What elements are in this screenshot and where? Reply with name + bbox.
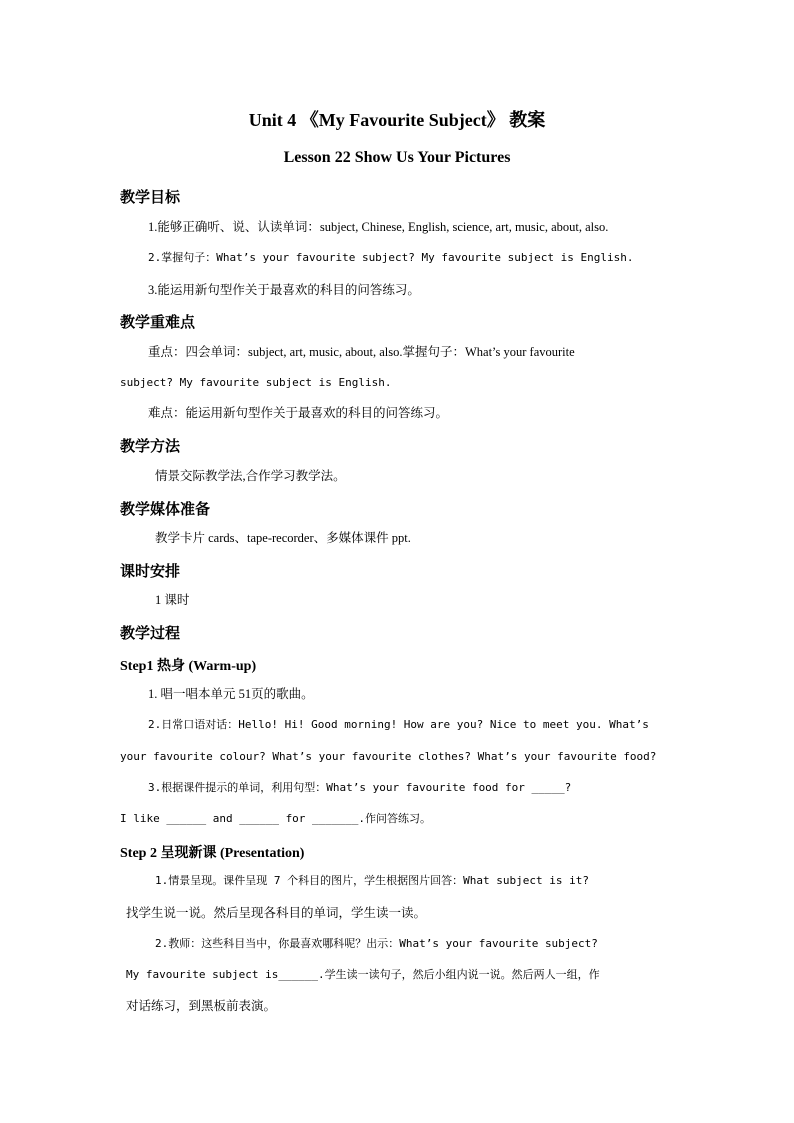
difficult-point: 难点：能运用新句型作关于最喜欢的科目的问答练习。	[148, 406, 449, 420]
step1-title: Step1 热身 (Warm-up)	[120, 659, 257, 674]
heading-media-preparation: 教学媒体准备	[120, 500, 211, 518]
step1-item-1: 1. 唱一唱本单元 51页的歌曲。	[148, 687, 314, 701]
step2-item-2-line-1: 2.教师：这些科目当中，你最喜欢哪科呢？出示：What’s your favourite subject?	[155, 937, 598, 950]
heading-teaching-goals: 教学目标	[120, 188, 181, 206]
heading-teaching-methods: 教学方法	[120, 437, 181, 455]
key-points-line-1: 重点：四会单词：subject, art, music, about, also.掌握句子：What’s your favourite	[148, 345, 575, 359]
lesson-subtitle: Lesson 22 Show Us Your Pictures	[283, 149, 511, 166]
teaching-methods-text: 情景交际教学法,合作学习教学法。	[155, 469, 346, 483]
class-schedule-text: 1 课时	[155, 593, 190, 607]
step2-item-1-line-2: 找学生说一说。然后呈现各科目的单词，学生读一读。	[126, 906, 427, 920]
step2-title: Step 2 呈现新课 (Presentation)	[120, 846, 305, 861]
goal-item-1: 1.能够正确听、说、认读单词：subject, Chinese, English, science, art, music, about, also.	[148, 220, 609, 234]
step1-item-2-line-1: 2.日常口语对话：Hello! Hi! Good morning! How are you? Nice to meet you. What’s	[148, 718, 649, 731]
media-preparation-text: 教学卡片 cards、tape-recorder、多媒体课件 ppt.	[155, 531, 411, 545]
step2-item-2-line-3: 对话练习，到黑板前表演。	[126, 999, 277, 1013]
goal-item-3: 3.能运用新句型作关于最喜欢的科目的问答练习。	[148, 283, 420, 297]
heading-class-schedule: 课时安排	[120, 562, 181, 580]
goal-item-2: 2.掌握句子：What’s your favourite subject? My favourite subject is English.	[148, 251, 634, 264]
heading-key-points: 教学重难点	[120, 313, 196, 331]
heading-teaching-process: 教学过程	[120, 624, 181, 642]
step1-item-3-line-1: 3.根据课件提示的单词，利用句型：What’s your favourite food for _____?	[148, 781, 572, 794]
step2-item-1-line-1: 1.情景呈现。课件呈现 7 个科目的图片，学生根据图片回答：What subject is it?	[155, 874, 589, 887]
step1-item-2-line-2: your favourite colour? What’s your favourite clothes? What’s your favourite food?	[120, 750, 657, 763]
key-points-line-2: subject? My favourite subject is English.	[120, 376, 392, 389]
step1-item-3-line-2: I like ______ and ______ for _______.作问答练习。	[120, 812, 432, 825]
document-title: Unit 4 《My Favourite Subject》 教案	[248, 110, 546, 130]
step2-item-2-line-2: My favourite subject is______.学生读一读句子，然后小组内说一说。然后两人一组，作	[126, 968, 600, 981]
